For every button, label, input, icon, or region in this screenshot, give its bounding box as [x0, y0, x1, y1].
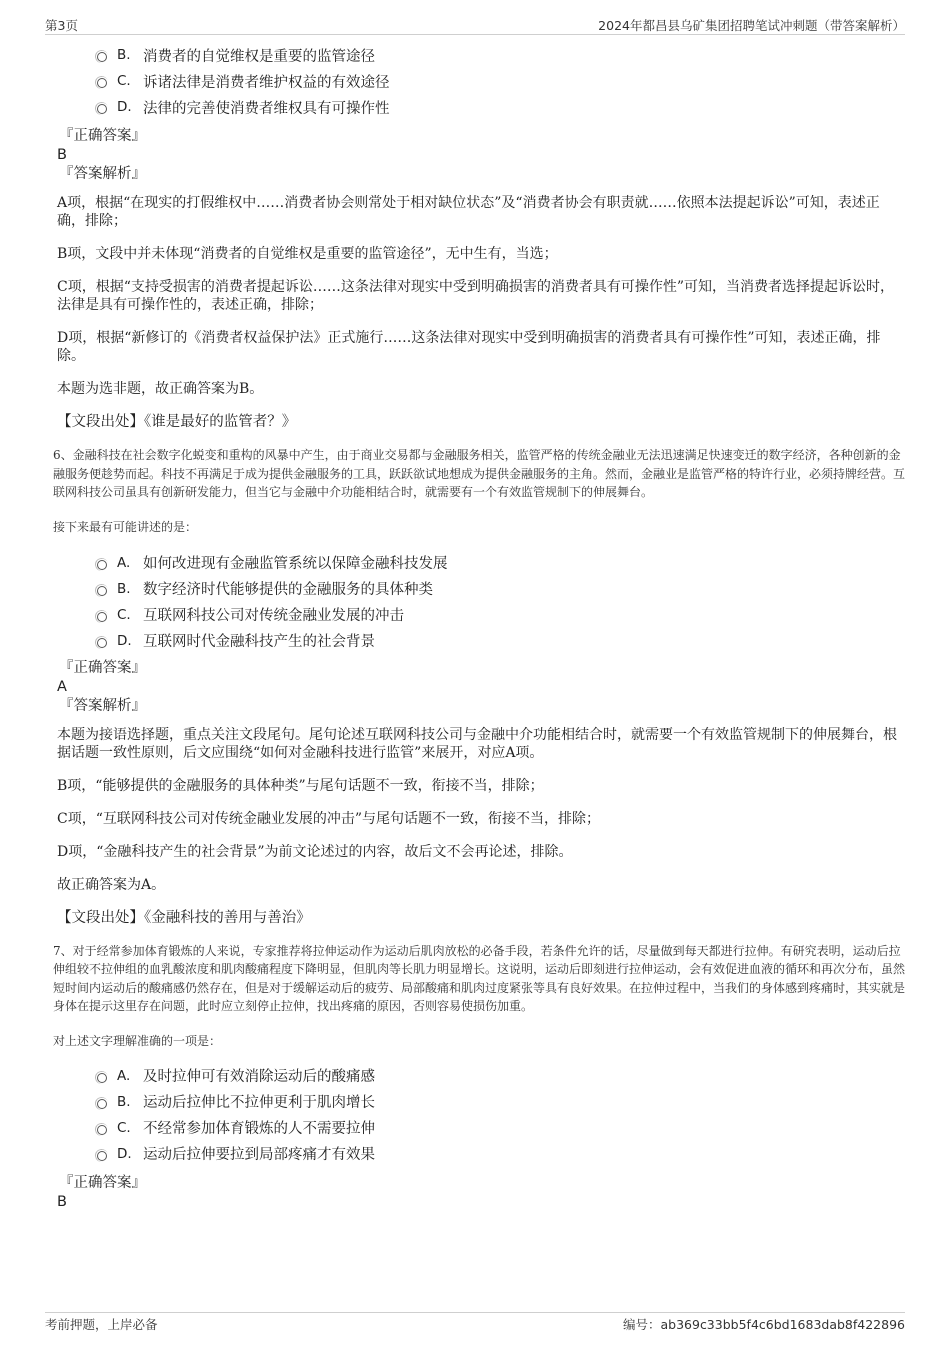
- question-7-prompt: 对上述文字理解准确的一项是：: [53, 1033, 222, 1048]
- analysis-paragraph: C项，“互联网科技公司对传统金融业发展的冲击”与尾句话题不一致，衔接不当，排除；: [57, 810, 601, 827]
- analysis-paragraph: D项，根据“新修订的《消费者权益保护法》正式施行……这条法律对现实中受到明确损害的消费者具有可操作性”可知，表述正确，排除。: [57, 330, 881, 364]
- source-citation: 【文段出处】《金融科技的善用与善治》: [57, 909, 311, 926]
- radio-icon[interactable]: [97, 560, 107, 570]
- option-d[interactable]: D. 运动后拉伸要拉到局部疼痛才有效果: [45, 1141, 905, 1167]
- document-body: [45, 40, 905, 1211]
- answer-value: B: [57, 1193, 67, 1210]
- radio-icon[interactable]: [97, 52, 107, 62]
- radio-icon[interactable]: [97, 1099, 107, 1109]
- question-6-options: [45, 550, 905, 654]
- analysis-paragraph: C项，根据“支持受损害的消费者提起诉讼……这条法律对现实中受到明确损害的消费者具有可操作性”可知，当消费者选择提起诉讼时，法律是具有可操作性的，表述正确，排除；: [57, 279, 895, 313]
- option-c[interactable]: C. 诉诸法律是消费者维护权益的有效途径: [45, 68, 905, 94]
- option-d[interactable]: D. 法律的完善使消费者维权具有可操作性: [45, 94, 905, 120]
- radio-icon[interactable]: [97, 638, 107, 648]
- radio-icon[interactable]: [97, 1073, 107, 1083]
- option-c[interactable]: C. 互联网科技公司对传统金融业发展的冲击: [45, 602, 905, 628]
- analysis-paragraph: B项，“能够提供的金融服务的具体种类”与尾句话题不一致，衔接不当，排除；: [57, 777, 544, 794]
- analysis-paragraph: 本题为接语选择题，重点关注文段尾句。尾句论述互联网科技公司与金融中介功能相结合时，就需要一个有效监管规制下的伸展舞台，根据话题一致性原则，后文应围绕“如何对金融科技进行监管”来展开，对应A项。: [57, 726, 897, 761]
- question-5-options: [45, 42, 905, 120]
- document-title: 2024年都昌县乌矿集团招聘笔试冲刺题（带答案解析）: [598, 18, 905, 33]
- page-number: 第3页: [45, 18, 78, 33]
- answer-value: A: [57, 678, 67, 695]
- radio-icon[interactable]: [97, 586, 107, 596]
- question-6-text: 6、金融科技在社会数字化蜕变和重构的风暴中产生，由于商业交易都与金融服务相关，监管严格的传统金融业无法迅速满足快速变迁的数字经济，各种创新的金融服务便趁势而起。科技不再满足于成为提供金融服务的工具，跃跃欲试地想成为提供金融服务的主角。然而，金融业是监管严格的特许行业，必须持牌经营。互联网科技公司虽具有创新研发能力，但当它与金融中介功能相结合时，就需要有一个有效监管规制下的伸展舞台。: [53, 448, 906, 499]
- option-b[interactable]: B. 运动后拉伸比不拉伸更利于肌肉增长: [45, 1089, 905, 1115]
- analysis-paragraph: 故正确答案为A。: [57, 876, 166, 893]
- radio-icon[interactable]: [97, 612, 107, 622]
- option-a[interactable]: A. 如何改进现有金融监管系统以保障金融科技发展: [45, 550, 905, 576]
- question-6-prompt: 接下来最有可能讲述的是：: [53, 519, 198, 534]
- option-d[interactable]: D. 互联网时代金融科技产生的社会背景: [45, 628, 905, 654]
- analysis-paragraph: 本题为选非题，故正确答案为B。: [57, 381, 264, 397]
- question-7-options: [45, 1063, 905, 1167]
- radio-icon[interactable]: [97, 104, 107, 114]
- radio-icon[interactable]: [97, 1151, 107, 1161]
- footer-slogan: 考前押题，上岸必备: [45, 1317, 158, 1332]
- analysis-paragraph: D项，“金融科技产生的社会背景”为前文论述过的内容，故后文不会再论述，排除。: [57, 843, 573, 860]
- analysis-paragraph: B项，文段中并未体现“消费者的自觉维权是重要的监管途径”，无中生有，当选；: [57, 246, 558, 262]
- answer-value: B: [57, 147, 67, 163]
- option-b[interactable]: B. 消费者的自觉维权是重要的监管途径: [45, 42, 905, 68]
- answer-label: 『正确答案』: [59, 128, 146, 144]
- option-b[interactable]: B. 数字经济时代能够提供的金融服务的具体种类: [45, 576, 905, 602]
- analysis-label: 『答案解析』: [59, 166, 146, 182]
- radio-icon[interactable]: [97, 78, 107, 88]
- question-7-text: 7、对于经常参加体育锻炼的人来说，专家推荐将拉伸运动作为运动后肌肉放松的必备手段，若条件允许的话，尽量做到每天都进行拉伸。有研究表明，运动后拉伸组较不拉伸组的血乳酸浓度和肌肉酸痛程度下降明显，但肌肉等长肌力明显增长。这说明，运动后即刻进行拉伸运动，会有效促进血液的循环和再次分布，虽然短时间内运动后的酸痛感仍然存在，但是对于缓解运动后的疲劳、局部酸痛和肌肉过度紧张等具有良好效果。在拉伸过程中，当我们的身体感到疼痛时，其实就是身体在提示这里存在问题，此时应立刻停止拉伸，找出疼痛的原因，否则容易使损伤加重。: [53, 943, 906, 1013]
- option-c[interactable]: C. 不经常参加体育锻炼的人不需要拉伸: [45, 1115, 905, 1141]
- analysis-paragraph: A项，根据“在现实的打假维权中……消费者协会则常处于相对缺位状态”及“消费者协会有职责就……依照本法提起诉讼”可知，表述正确，排除；: [57, 195, 880, 229]
- radio-icon[interactable]: [97, 1125, 107, 1135]
- analysis-label: 『答案解析』: [59, 697, 146, 714]
- option-a[interactable]: A. 及时拉伸可有效消除运动后的酸痛感: [45, 1063, 905, 1089]
- answer-label: 『正确答案』: [59, 659, 146, 676]
- source-citation: 【文段出处】《谁是最好的监管者？》: [57, 414, 297, 430]
- document-code: 编号：ab369c33bb5f4c6bd1683dab8f422896: [622, 1317, 905, 1332]
- page-header: [45, 14, 905, 35]
- answer-label: 『正确答案』: [59, 1174, 146, 1191]
- page-footer: [45, 1312, 905, 1335]
